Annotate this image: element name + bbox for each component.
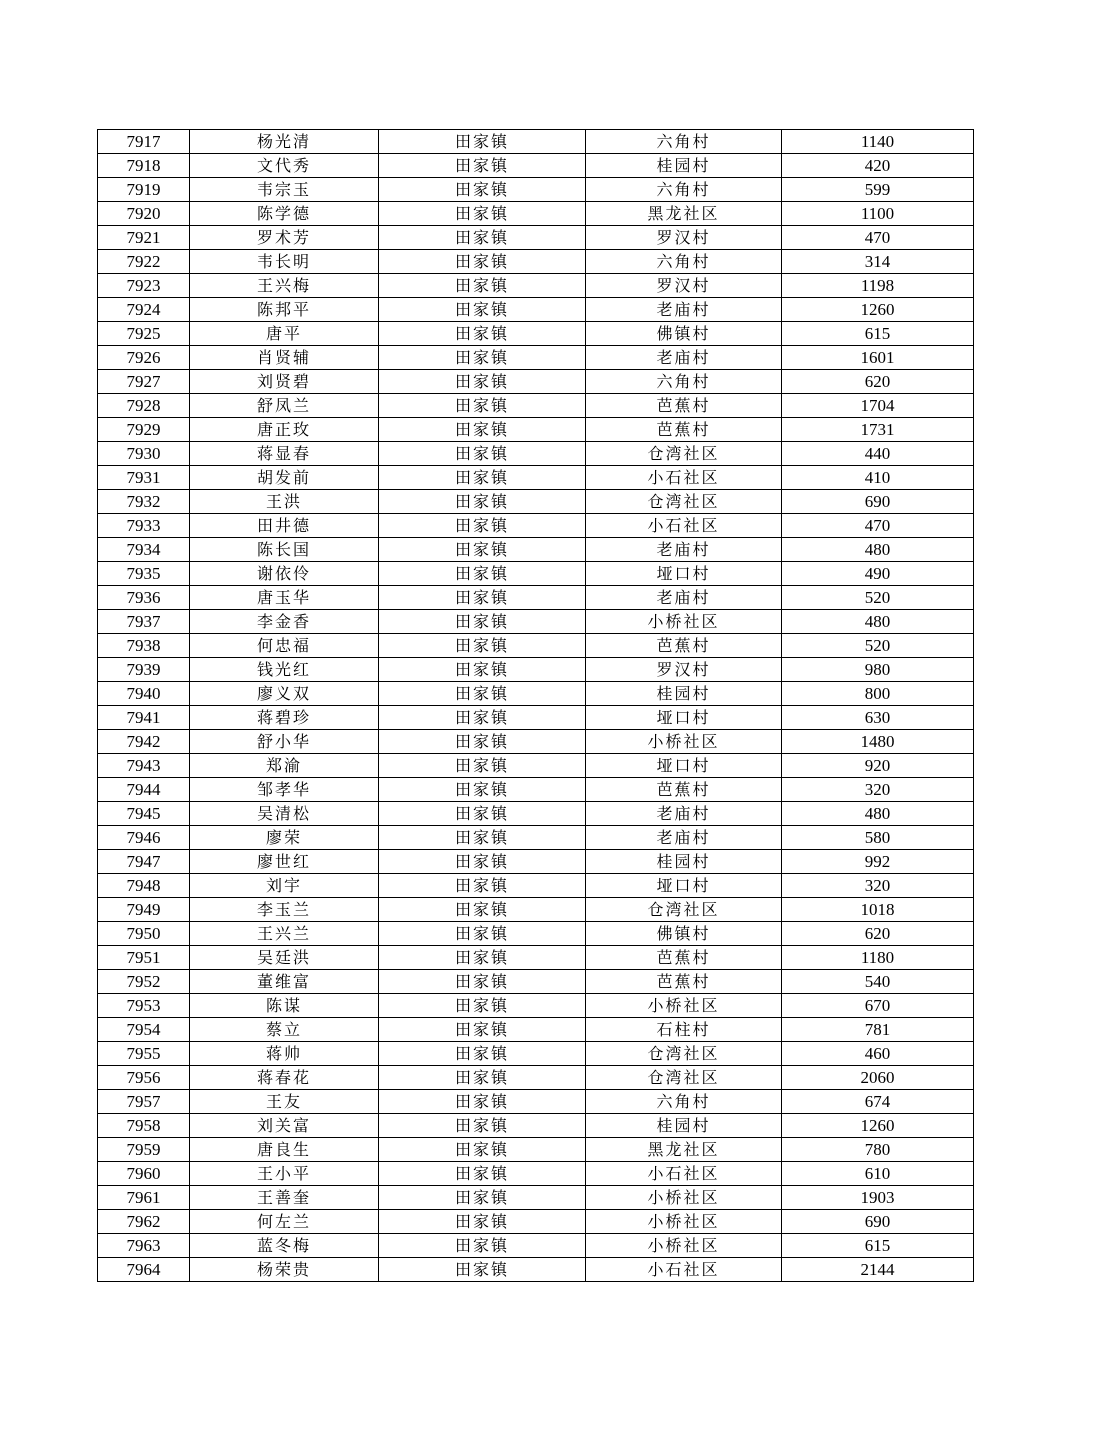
amount-cell: 490 [782,562,974,586]
record-id-cell: 7942 [98,730,190,754]
table-row [98,1186,974,1210]
town-cell: 田家镇 [379,274,586,298]
person-name-cell: 刘关富 [190,1114,379,1138]
amount-cell: 920 [782,754,974,778]
table-row [98,1258,974,1282]
person-name-cell: 唐平 [190,322,379,346]
record-id-cell: 7959 [98,1138,190,1162]
person-name-cell: 舒小华 [190,730,379,754]
person-name-cell: 郑渝 [190,754,379,778]
record-id-cell: 7952 [98,970,190,994]
record-id-cell: 7962 [98,1210,190,1234]
person-name-cell: 何左兰 [190,1210,379,1234]
amount-cell: 520 [782,586,974,610]
table-row [98,1138,974,1162]
table-row [98,226,974,250]
town-cell: 田家镇 [379,658,586,682]
town-cell: 田家镇 [379,826,586,850]
table-row [98,466,974,490]
town-cell: 田家镇 [379,226,586,250]
amount-cell: 1601 [782,346,974,370]
village-cell: 垭口村 [586,706,782,730]
village-cell: 仓湾社区 [586,1066,782,1090]
village-cell: 六角村 [586,178,782,202]
town-cell: 田家镇 [379,1138,586,1162]
village-cell: 老庙村 [586,538,782,562]
village-cell: 老庙村 [586,298,782,322]
amount-cell: 1260 [782,1114,974,1138]
town-cell: 田家镇 [379,394,586,418]
person-name-cell: 李金香 [190,610,379,634]
amount-cell: 470 [782,226,974,250]
amount-cell: 480 [782,538,974,562]
town-cell: 田家镇 [379,1258,586,1282]
amount-cell: 440 [782,442,974,466]
town-cell: 田家镇 [379,1090,586,1114]
table-row [98,658,974,682]
amount-cell: 320 [782,778,974,802]
table-row [98,538,974,562]
village-cell: 芭蕉村 [586,634,782,658]
table-row [98,562,974,586]
town-cell: 田家镇 [379,370,586,394]
table-row [98,1042,974,1066]
table-row [98,322,974,346]
town-cell: 田家镇 [379,1162,586,1186]
person-name-cell: 肖贤辅 [190,346,379,370]
person-name-cell: 唐玉华 [190,586,379,610]
table-row [98,778,974,802]
town-cell: 田家镇 [379,1018,586,1042]
record-id-cell: 7928 [98,394,190,418]
town-cell: 田家镇 [379,346,586,370]
village-cell: 芭蕉村 [586,418,782,442]
person-name-cell: 舒凤兰 [190,394,379,418]
person-name-cell: 陈学德 [190,202,379,226]
person-name-cell: 唐良生 [190,1138,379,1162]
table-row [98,442,974,466]
town-cell: 田家镇 [379,1210,586,1234]
person-name-cell: 韦宗玉 [190,178,379,202]
town-cell: 田家镇 [379,1186,586,1210]
record-id-cell: 7949 [98,898,190,922]
town-cell: 田家镇 [379,730,586,754]
amount-cell: 674 [782,1090,974,1114]
amount-cell: 580 [782,826,974,850]
record-id-cell: 7917 [98,130,190,154]
record-id-cell: 7944 [98,778,190,802]
amount-cell: 470 [782,514,974,538]
table-row [98,634,974,658]
person-name-cell: 李玉兰 [190,898,379,922]
village-cell: 仓湾社区 [586,490,782,514]
record-id-cell: 7921 [98,226,190,250]
person-name-cell: 蒋碧珍 [190,706,379,730]
record-id-cell: 7963 [98,1234,190,1258]
person-name-cell: 董维富 [190,970,379,994]
amount-cell: 670 [782,994,974,1018]
village-cell: 小石社区 [586,1258,782,1282]
village-cell: 老庙村 [586,826,782,850]
amount-cell: 620 [782,370,974,394]
table-row [98,706,974,730]
table-row [98,946,974,970]
record-id-cell: 7960 [98,1162,190,1186]
village-cell: 小石社区 [586,466,782,490]
amount-cell: 780 [782,1138,974,1162]
person-name-cell: 谢依伶 [190,562,379,586]
village-cell: 佛镇村 [586,922,782,946]
table-row [98,202,974,226]
table-row [98,490,974,514]
town-cell: 田家镇 [379,178,586,202]
table-row [98,274,974,298]
amount-cell: 1198 [782,274,974,298]
table-row [98,1066,974,1090]
record-id-cell: 7927 [98,370,190,394]
town-cell: 田家镇 [379,706,586,730]
village-cell: 垭口村 [586,562,782,586]
table-row [98,730,974,754]
town-cell: 田家镇 [379,250,586,274]
amount-cell: 992 [782,850,974,874]
person-name-cell: 王洪 [190,490,379,514]
record-id-cell: 7938 [98,634,190,658]
village-cell: 老庙村 [586,586,782,610]
person-name-cell: 何忠福 [190,634,379,658]
person-name-cell: 蓝冬梅 [190,1234,379,1258]
town-cell: 田家镇 [379,874,586,898]
person-name-cell: 刘宇 [190,874,379,898]
person-name-cell: 杨荣贵 [190,1258,379,1282]
record-id-cell: 7950 [98,922,190,946]
village-cell: 小桥社区 [586,730,782,754]
table-row [98,682,974,706]
town-cell: 田家镇 [379,850,586,874]
amount-cell: 1140 [782,130,974,154]
town-cell: 田家镇 [379,298,586,322]
record-id-cell: 7940 [98,682,190,706]
amount-cell: 540 [782,970,974,994]
table-row [98,1162,974,1186]
person-name-cell: 王兴梅 [190,274,379,298]
table-row [98,1210,974,1234]
amount-cell: 2060 [782,1066,974,1090]
person-name-cell: 罗术芳 [190,226,379,250]
village-cell: 小石社区 [586,1162,782,1186]
table-row [98,1090,974,1114]
record-id-cell: 7932 [98,490,190,514]
record-id-cell: 7918 [98,154,190,178]
town-cell: 田家镇 [379,922,586,946]
person-name-cell: 蔡立 [190,1018,379,1042]
amount-cell: 1018 [782,898,974,922]
table-row [98,754,974,778]
record-id-cell: 7935 [98,562,190,586]
amount-cell: 1903 [782,1186,974,1210]
village-cell: 芭蕉村 [586,778,782,802]
table-row [98,994,974,1018]
amount-cell: 2144 [782,1258,974,1282]
table-row [98,250,974,274]
town-cell: 田家镇 [379,994,586,1018]
village-cell: 小桥社区 [586,994,782,1018]
table-row [98,586,974,610]
person-name-cell: 胡发前 [190,466,379,490]
table-row [98,298,974,322]
amount-cell: 620 [782,922,974,946]
table-row [98,394,974,418]
town-cell: 田家镇 [379,322,586,346]
town-cell: 田家镇 [379,586,586,610]
table-row [98,370,974,394]
village-cell: 罗汉村 [586,274,782,298]
person-name-cell: 蒋春花 [190,1066,379,1090]
record-id-cell: 7958 [98,1114,190,1138]
amount-cell: 1180 [782,946,974,970]
village-cell: 老庙村 [586,802,782,826]
town-cell: 田家镇 [379,202,586,226]
person-name-cell: 田井德 [190,514,379,538]
record-id-cell: 7951 [98,946,190,970]
village-cell: 石柱村 [586,1018,782,1042]
village-cell: 桂园村 [586,1114,782,1138]
town-cell: 田家镇 [379,442,586,466]
amount-cell: 1100 [782,202,974,226]
person-name-cell: 王兴兰 [190,922,379,946]
village-cell: 芭蕉村 [586,946,782,970]
record-id-cell: 7948 [98,874,190,898]
records-table-body [98,130,974,1282]
record-id-cell: 7925 [98,322,190,346]
town-cell: 田家镇 [379,514,586,538]
amount-cell: 1260 [782,298,974,322]
record-id-cell: 7936 [98,586,190,610]
village-cell: 桂园村 [586,154,782,178]
table-row [98,922,974,946]
town-cell: 田家镇 [379,634,586,658]
amount-cell: 314 [782,250,974,274]
village-cell: 芭蕉村 [586,970,782,994]
person-name-cell: 王小平 [190,1162,379,1186]
village-cell: 小桥社区 [586,1210,782,1234]
record-id-cell: 7920 [98,202,190,226]
village-cell: 垭口村 [586,754,782,778]
person-name-cell: 陈长国 [190,538,379,562]
village-cell: 桂园村 [586,850,782,874]
village-cell: 仓湾社区 [586,442,782,466]
town-cell: 田家镇 [379,1234,586,1258]
amount-cell: 800 [782,682,974,706]
town-cell: 田家镇 [379,898,586,922]
record-id-cell: 7939 [98,658,190,682]
town-cell: 田家镇 [379,154,586,178]
record-id-cell: 7919 [98,178,190,202]
village-cell: 黑龙社区 [586,1138,782,1162]
town-cell: 田家镇 [379,538,586,562]
village-cell: 仓湾社区 [586,1042,782,1066]
person-name-cell: 廖荣 [190,826,379,850]
village-cell: 六角村 [586,130,782,154]
village-cell: 老庙村 [586,346,782,370]
town-cell: 田家镇 [379,970,586,994]
town-cell: 田家镇 [379,490,586,514]
town-cell: 田家镇 [379,466,586,490]
village-cell: 六角村 [586,370,782,394]
amount-cell: 615 [782,1234,974,1258]
amount-cell: 690 [782,490,974,514]
town-cell: 田家镇 [379,778,586,802]
record-id-cell: 7954 [98,1018,190,1042]
person-name-cell: 蒋显春 [190,442,379,466]
table-row [98,1234,974,1258]
person-name-cell: 王友 [190,1090,379,1114]
town-cell: 田家镇 [379,754,586,778]
amount-cell: 480 [782,610,974,634]
person-name-cell: 刘贤碧 [190,370,379,394]
table-row [98,1018,974,1042]
town-cell: 田家镇 [379,1114,586,1138]
village-cell: 芭蕉村 [586,394,782,418]
record-id-cell: 7926 [98,346,190,370]
record-id-cell: 7922 [98,250,190,274]
table-row [98,826,974,850]
table-row [98,346,974,370]
amount-cell: 480 [782,802,974,826]
village-cell: 六角村 [586,250,782,274]
amount-cell: 320 [782,874,974,898]
village-cell: 罗汉村 [586,226,782,250]
record-id-cell: 7941 [98,706,190,730]
table-row [98,178,974,202]
person-name-cell: 吴清松 [190,802,379,826]
town-cell: 田家镇 [379,418,586,442]
village-cell: 小桥社区 [586,1186,782,1210]
village-cell: 罗汉村 [586,658,782,682]
amount-cell: 599 [782,178,974,202]
amount-cell: 630 [782,706,974,730]
amount-cell: 781 [782,1018,974,1042]
person-name-cell: 唐正玫 [190,418,379,442]
record-id-cell: 7931 [98,466,190,490]
amount-cell: 520 [782,634,974,658]
table-row [98,514,974,538]
person-name-cell: 邹孝华 [190,778,379,802]
town-cell: 田家镇 [379,1042,586,1066]
town-cell: 田家镇 [379,946,586,970]
town-cell: 田家镇 [379,682,586,706]
record-id-cell: 7957 [98,1090,190,1114]
amount-cell: 615 [782,322,974,346]
amount-cell: 1480 [782,730,974,754]
person-name-cell: 蒋帅 [190,1042,379,1066]
record-id-cell: 7943 [98,754,190,778]
person-name-cell: 吴廷洪 [190,946,379,970]
town-cell: 田家镇 [379,610,586,634]
town-cell: 田家镇 [379,802,586,826]
table-row [98,418,974,442]
record-id-cell: 7929 [98,418,190,442]
person-name-cell: 陈谋 [190,994,379,1018]
town-cell: 田家镇 [379,130,586,154]
town-cell: 田家镇 [379,562,586,586]
amount-cell: 420 [782,154,974,178]
record-id-cell: 7955 [98,1042,190,1066]
table-row [98,802,974,826]
record-id-cell: 7947 [98,850,190,874]
table-row [98,970,974,994]
record-id-cell: 7961 [98,1186,190,1210]
amount-cell: 980 [782,658,974,682]
table-row [98,154,974,178]
record-id-cell: 7956 [98,1066,190,1090]
record-id-cell: 7953 [98,994,190,1018]
table-row [98,610,974,634]
amount-cell: 410 [782,466,974,490]
record-id-cell: 7945 [98,802,190,826]
table-row [98,898,974,922]
table-row [98,874,974,898]
record-id-cell: 7934 [98,538,190,562]
record-id-cell: 7933 [98,514,190,538]
village-cell: 佛镇村 [586,322,782,346]
record-id-cell: 7946 [98,826,190,850]
amount-cell: 460 [782,1042,974,1066]
person-name-cell: 陈邦平 [190,298,379,322]
village-cell: 垭口村 [586,874,782,898]
person-name-cell: 廖世红 [190,850,379,874]
table-row [98,130,974,154]
village-cell: 黑龙社区 [586,202,782,226]
record-id-cell: 7923 [98,274,190,298]
amount-cell: 1731 [782,418,974,442]
village-cell: 六角村 [586,1090,782,1114]
village-cell: 小桥社区 [586,610,782,634]
record-id-cell: 7924 [98,298,190,322]
amount-cell: 1704 [782,394,974,418]
person-name-cell: 韦长明 [190,250,379,274]
person-name-cell: 文代秀 [190,154,379,178]
table-row [98,1114,974,1138]
amount-cell: 690 [782,1210,974,1234]
record-id-cell: 7930 [98,442,190,466]
records-table [97,129,974,1282]
town-cell: 田家镇 [379,1066,586,1090]
record-id-cell: 7964 [98,1258,190,1282]
record-id-cell: 7937 [98,610,190,634]
person-name-cell: 廖义双 [190,682,379,706]
person-name-cell: 杨光清 [190,130,379,154]
village-cell: 小石社区 [586,514,782,538]
table-row [98,850,974,874]
village-cell: 桂园村 [586,682,782,706]
amount-cell: 610 [782,1162,974,1186]
village-cell: 仓湾社区 [586,898,782,922]
person-name-cell: 钱光红 [190,658,379,682]
village-cell: 小桥社区 [586,1234,782,1258]
person-name-cell: 王善奎 [190,1186,379,1210]
